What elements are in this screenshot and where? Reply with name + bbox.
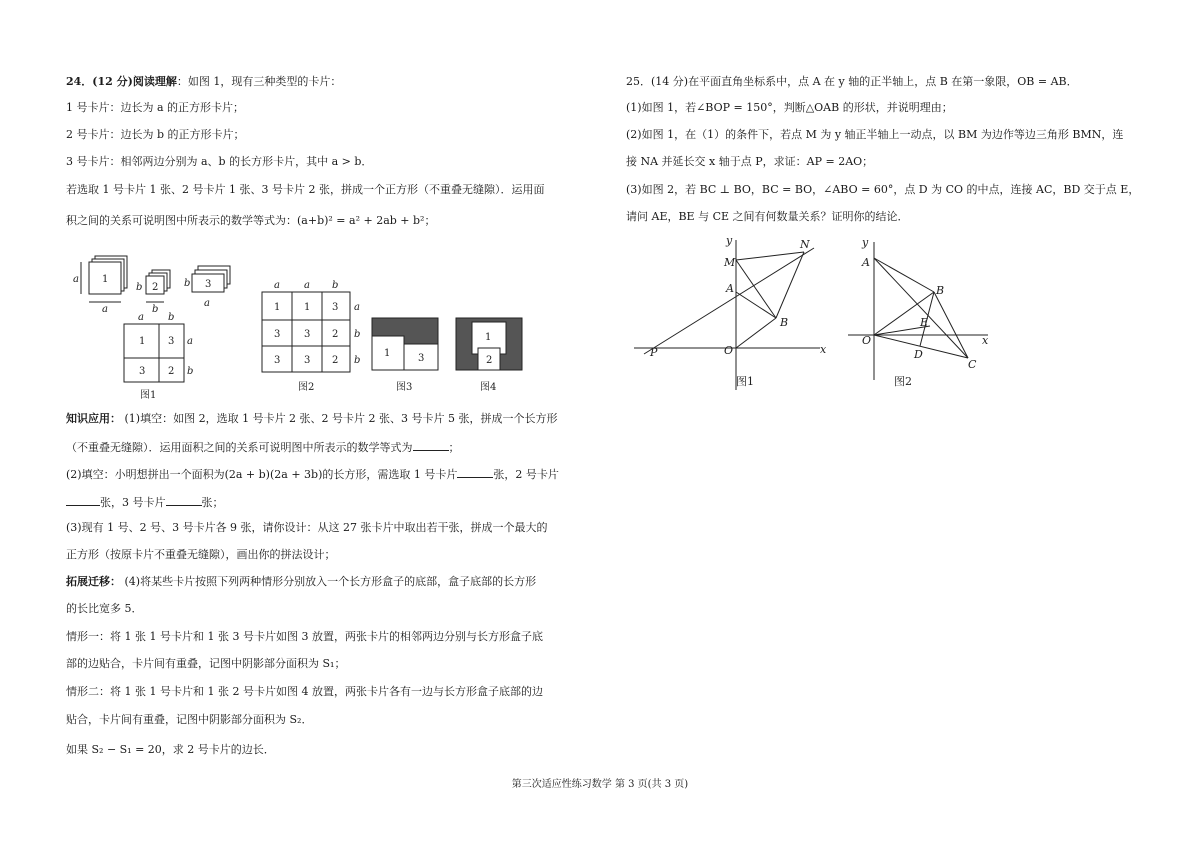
svg-text:a: a: [204, 298, 210, 309]
svg-text:a: a: [73, 274, 79, 285]
svg-text:1: 1: [139, 336, 146, 347]
q25-heading: 25．(14 分)在平面直角坐标系中，点 A 在 y 轴的正半轴上，点 B 在第一象限，OB = AB．: [626, 75, 1078, 88]
segment-MB: [736, 260, 776, 318]
svg-text:图1: 图1: [140, 390, 157, 400]
svg-text:A: A: [862, 256, 870, 269]
svg-text:a: a: [274, 280, 280, 291]
svg-text:b: b: [187, 366, 194, 377]
q25-part3a: (3)如图 2，若 BC ⊥ BO，BC = BO，∠ABO = 60°，点 D 为 CO 的中点，连接 AC，BD 交于点 E，: [626, 183, 1140, 196]
svg-text:B: B: [780, 316, 789, 329]
q25-part3b: 请问 AE，BE 与 CE 之间有何数量关系？证明你的结论．: [626, 210, 909, 223]
svg-text:b: b: [354, 329, 361, 340]
q25-part2b: 接 NA 并延长交 x 轴于点 P，求证：AP = 2AO；: [626, 155, 874, 168]
svg-text:b: b: [354, 355, 361, 366]
q24-case1-b: 部的边贴合，卡片间有重叠，记图中阴影部分面积为 S₁；: [66, 657, 346, 670]
svg-text:3: 3: [274, 355, 281, 366]
svg-text:x: x: [820, 343, 827, 356]
segment-OB: [736, 318, 776, 348]
answer-blank[interactable]: [66, 494, 100, 506]
q24-ext-1: 拓展迁移： (4)将某些卡片按照下列两种情形分别放入一个长方形盒子的底部，盒子底部的长方形: [66, 575, 537, 588]
svg-text:x: x: [982, 334, 989, 347]
svg-text:2: 2: [332, 355, 339, 366]
segment-BC: [934, 292, 968, 358]
page-footer: 第三次适应性练习数学 第 3 页(共 3 页): [511, 779, 689, 790]
svg-text:b: b: [168, 312, 175, 323]
q24-case2-b: 贴合，卡片间有重叠，记图中阴影部分面积为 S₂．: [66, 713, 313, 726]
q24-final: 如果 S₂ − S₁ = 20，求 2 号卡片的边长．: [66, 743, 275, 756]
answer-blank[interactable]: [457, 466, 493, 478]
q24-card2: 2 号卡片：边长为 b 的正方形卡片；: [66, 128, 245, 141]
q25-fig2-caption: 图2: [894, 375, 912, 388]
svg-text:1: 1: [485, 332, 492, 343]
svg-text:图3: 图3: [396, 382, 413, 393]
q24-app-1b: （不重叠无缝隙）．运用面积之间的关系可说明图中所表示的数学等式为 ；: [66, 441, 460, 454]
svg-text:2: 2: [332, 329, 339, 340]
svg-text:b: b: [152, 304, 159, 315]
svg-text:a: a: [187, 336, 193, 347]
svg-text:y: y: [862, 236, 869, 249]
svg-text:3: 3: [418, 353, 425, 364]
segment-MN: [736, 252, 804, 260]
svg-text:图2: 图2: [298, 382, 315, 393]
svg-text:O: O: [724, 344, 734, 357]
q25-part2a: (2)如图 1，在（1）的条件下，若点 M 为 y 轴正半轴上一动点，以 BM 为边作等边三角形 BMN，连: [626, 128, 1124, 141]
q24-app-2b: 张，3 号卡片 张；: [66, 494, 224, 510]
fig1-grid: [124, 324, 184, 382]
segment-AB: [874, 258, 934, 292]
svg-text:N: N: [800, 238, 810, 251]
svg-text:3: 3: [332, 302, 339, 313]
svg-text:M: M: [724, 256, 736, 269]
q24-intro-1: 若选取 1 号卡片 1 张、2 号卡片 1 张、3 号卡片 2 张，拼成一个正方形（不重叠无缝隙）．运用面: [66, 183, 545, 196]
svg-text:2: 2: [152, 282, 159, 293]
svg-text:D: D: [914, 348, 923, 361]
svg-text:A: A: [726, 282, 734, 295]
svg-text:1: 1: [384, 348, 391, 359]
fig1-card1-num: 1: [102, 274, 109, 285]
svg-text:2: 2: [486, 355, 493, 366]
svg-text:P: P: [650, 346, 658, 359]
q24-app-1a: 知识应用： (1)填空：如图 2，选取 1 号卡片 2 张、2 号卡片 2 张、3 号卡片 5 张，拼成一个长方形: [66, 412, 558, 425]
segment-AB: [736, 292, 776, 318]
q24-case1-a: 情形一：将 1 张 1 号卡片和 1 张 3 号卡片如图 3 放置，两张卡片的相邻两边分别与长方形盒子底: [66, 630, 543, 643]
svg-text:3: 3: [139, 366, 146, 377]
svg-text:a: a: [354, 302, 360, 313]
svg-text:1: 1: [304, 302, 311, 313]
answer-blank[interactable]: [413, 439, 449, 451]
q25-figure-1: [630, 230, 840, 395]
svg-text:B: B: [936, 284, 945, 297]
q24-heading: 24．(12 分)阅读理解：如图 1，现有三种类型的卡片：: [66, 75, 342, 88]
answer-blank[interactable]: [166, 494, 202, 506]
q24-card1: 1 号卡片：边长为 a 的正方形卡片；: [66, 101, 245, 114]
svg-text:a: a: [102, 304, 108, 315]
svg-text:3: 3: [205, 279, 212, 290]
svg-text:1: 1: [274, 302, 281, 313]
q24-app-3b: 正方形（按原卡片不重叠无缝隙），画出你的拼法设计；: [66, 548, 336, 561]
svg-text:图4: 图4: [480, 382, 497, 393]
svg-text:a: a: [304, 280, 310, 291]
svg-text:b: b: [136, 282, 143, 293]
svg-text:b: b: [184, 278, 191, 289]
q25-fig1-caption: 图1: [736, 375, 754, 388]
q24-intro-2: 积之间的关系可说明图中所表示的数学等式为：(a+b)² = a² + 2ab + b²；: [66, 214, 436, 227]
q24-ext-2: 的长比宽多 5．: [66, 602, 143, 615]
svg-text:y: y: [726, 234, 733, 247]
svg-text:3: 3: [168, 336, 175, 347]
q24-card3: 3 号卡片：相邻两边分别为 a、b 的长方形卡片，其中 a > b．: [66, 155, 373, 168]
q24-app-3a: (3)现有 1 号、2 号、3 号卡片各 9 张，请你设计：从这 27 张卡片中取出若干张，拼成一个最大的: [66, 521, 548, 534]
svg-text:3: 3: [304, 329, 311, 340]
q24-case2-a: 情形二：将 1 张 1 号卡片和 1 张 2 号卡片如图 4 放置，两张卡片各有一边与长方形盒子底部的边: [66, 685, 543, 698]
q25-figure-2: [848, 230, 998, 395]
svg-text:b: b: [332, 280, 339, 291]
svg-text:3: 3: [274, 329, 281, 340]
q24-app-2a: (2)填空：小明想拼出一个面积为(2a + b)(2a + 3b)的长方形，需选取 1 号卡片 张，2 号卡片: [66, 468, 559, 481]
q25-part1: (1)如图 1，若∠BOP = 150°，判断△OAB 的形状，并说明理由；: [626, 101, 953, 114]
svg-text:C: C: [968, 358, 977, 371]
segment-BN: [776, 252, 804, 318]
svg-text:3: 3: [304, 355, 311, 366]
svg-text:O: O: [862, 334, 872, 347]
svg-text:a: a: [138, 312, 144, 323]
svg-text:E: E: [920, 316, 929, 329]
svg-text:2: 2: [168, 366, 175, 377]
q24-figures: [66, 240, 536, 400]
